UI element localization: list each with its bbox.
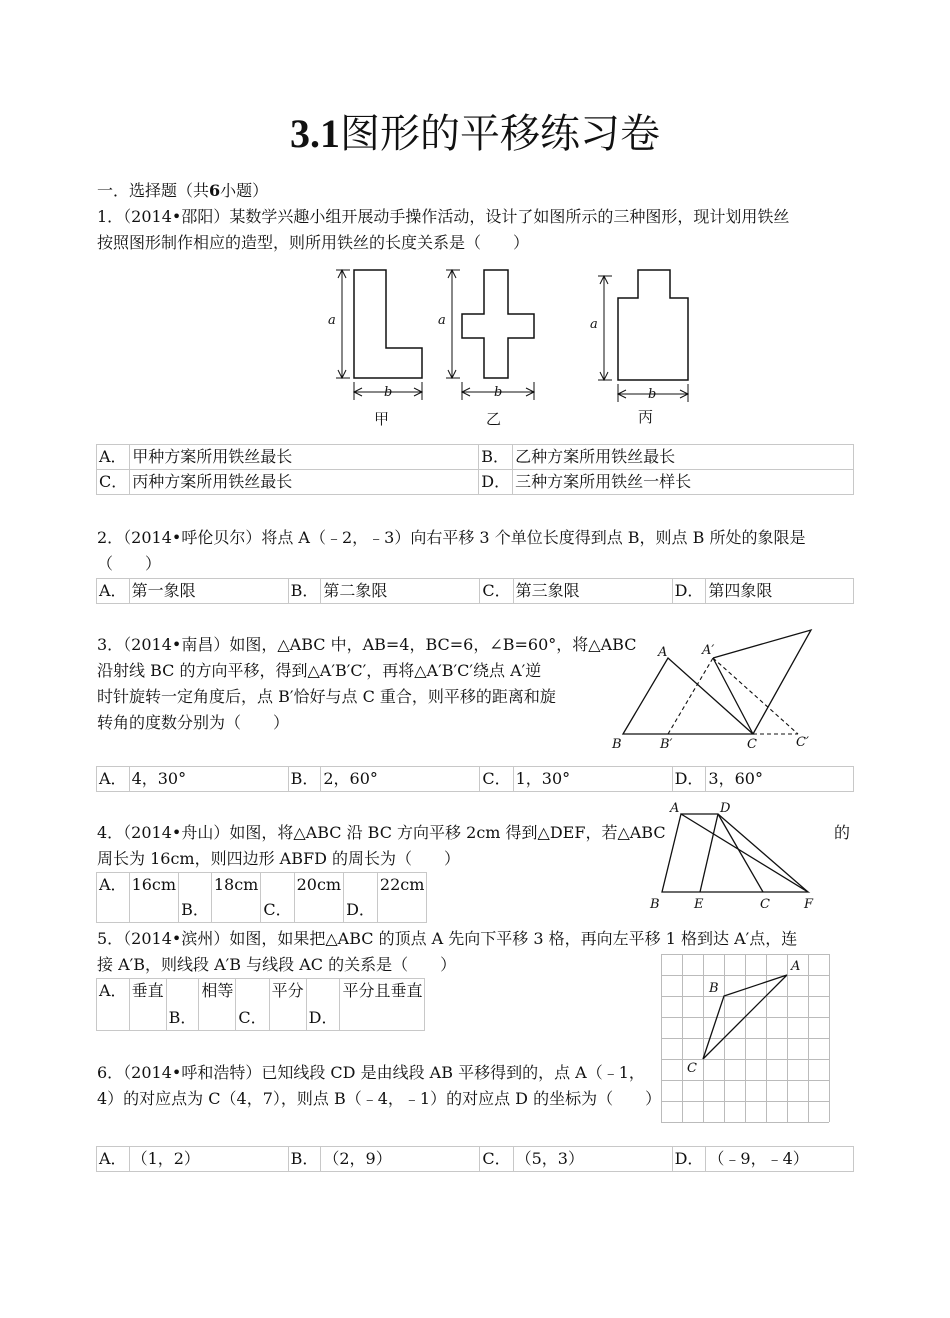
label-b-1: b <box>384 385 393 400</box>
shape-yi <box>462 270 534 378</box>
q1-opt-a-key[interactable]: A． <box>97 445 130 470</box>
q3-label-b1: B′ <box>660 737 673 752</box>
q5-label-b: B <box>709 981 719 996</box>
section-suffix: 小题） <box>220 181 269 200</box>
q4-label-d: D <box>720 801 731 816</box>
q6-opt-c[interactable]: （5，3） <box>513 1147 672 1172</box>
q3-opt-b-key[interactable]: B． <box>288 767 321 792</box>
q4-label-e: E <box>694 897 704 912</box>
q4-line-1-tail: 的 <box>834 823 851 842</box>
q1-options <box>96 444 854 495</box>
q3-line-4: 转角的度数分别为（ ） <box>97 713 290 732</box>
q4-label-f: F <box>804 897 814 912</box>
q4-line-1: 4．（2014•舟山）如图，将△ABC 沿 BC 方向平移 2cm 得到△DEF，若△ABC <box>97 823 666 842</box>
q5-line-1: 5．（2014•滨州）如图，如果把△ABC 的顶点 A 先向下平移 3 格，再向左平移 1 格到达 A′点，连 <box>97 929 798 948</box>
q6-opt-b-key[interactable]: B． <box>288 1147 321 1172</box>
page-title <box>0 112 950 156</box>
q2-opt-c-key[interactable]: C． <box>480 579 513 604</box>
q6-line-1: 6．（2014•呼和浩特）已知线段 CD 是由线段 AB 平移得到的，点 A（﹣1， <box>97 1063 645 1082</box>
section-count: 6 <box>209 181 221 200</box>
caption-jia: 甲 <box>374 410 390 428</box>
q6-opt-d-key[interactable]: D． <box>672 1147 706 1172</box>
q3-line-2: 沿射线 BC 的方向平移，得到△A′B′C′，再将△A′B′C′绕点 A′逆 <box>97 661 542 680</box>
q4-opt-b[interactable]: 18cm <box>211 873 261 923</box>
q2-opt-d[interactable]: 第四象限 <box>706 579 854 604</box>
q4-opt-b-key[interactable]: B． <box>179 873 212 923</box>
shape-jia <box>354 270 422 378</box>
q5-label-a: A <box>791 959 801 974</box>
caption-bing: 丙 <box>638 408 654 426</box>
label-b-2: b <box>494 385 503 400</box>
q3-line-1: 3．（2014•南昌）如图，△ABC 中，AB=4，BC=6，∠B=60°，将△ABC <box>97 635 637 654</box>
q4-line-2: 周长为 16cm，则四边形 ABFD 的周长为（ ） <box>97 849 460 868</box>
q3-label-c: C <box>747 737 757 752</box>
q5-options <box>96 978 425 1031</box>
q6-line-2: 4）的对应点为 C（4，7），则点 B（﹣4，﹣1）的对应点 D 的坐标为（ ） <box>97 1089 662 1108</box>
q4-opt-d-key[interactable]: D． <box>344 873 378 923</box>
q6-opt-c-key[interactable]: C． <box>480 1147 513 1172</box>
q1-opt-d[interactable]: 三种方案所用铁丝一样长 <box>513 470 854 495</box>
q3-options <box>96 766 854 792</box>
q2-opt-c[interactable]: 第三象限 <box>513 579 672 604</box>
section-prefix: 一．选择题（共 <box>97 181 210 200</box>
q1-line-2: 按照图形制作相应的造型，则所用铁丝的长度关系是（ ） <box>97 233 530 252</box>
q2-opt-a[interactable]: 第一象限 <box>129 579 288 604</box>
q6-opt-a[interactable]: （1，2） <box>129 1147 288 1172</box>
q2-opt-d-key[interactable]: D． <box>672 579 706 604</box>
q4-opt-c-key[interactable]: C． <box>261 873 294 923</box>
q5-opt-b-key[interactable]: B． <box>166 979 199 1031</box>
q4-opt-c[interactable]: 20cm <box>294 873 344 923</box>
q4-opt-a-key[interactable]: A． <box>97 873 130 923</box>
q3-figure <box>608 624 838 754</box>
q1-opt-b[interactable]: 乙种方案所用铁丝最长 <box>513 445 854 470</box>
q1-opt-d-key[interactable]: D． <box>479 470 513 495</box>
label-a-2: a <box>438 313 446 328</box>
q3-label-b: B <box>612 737 622 752</box>
q6-options <box>96 1146 854 1172</box>
q2-opt-b-key[interactable]: B． <box>288 579 321 604</box>
title-text: 图形的平移练习卷 <box>340 111 660 157</box>
q2-opt-b[interactable]: 第二象限 <box>321 579 480 604</box>
q3-label-a: A <box>658 645 668 660</box>
q3-line-3: 时针旋转一定角度后，点 B′恰好与点 C 重合，则平移的距离和旋 <box>97 687 556 706</box>
q4-label-a: A <box>670 801 680 816</box>
label-a-1: a <box>328 313 336 328</box>
q5-line-2: 接 A′B，则线段 A′B 与线段 AC 的关系是（ ） <box>97 955 457 974</box>
q5-label-c: C <box>687 1061 697 1076</box>
section-header <box>97 178 268 204</box>
q5-opt-a[interactable]: 垂直 <box>129 979 166 1031</box>
q6-opt-d[interactable]: （﹣9，﹣4） <box>706 1147 854 1172</box>
q2-line-1: 2．（2014•呼伦贝尔）将点 A（﹣2，﹣3）向右平移 3 个单位长度得到点 B，则点 B 所处的象限是 <box>97 528 806 547</box>
q5-opt-d-key[interactable]: D． <box>306 979 340 1031</box>
q1-line-1: 1．（2014•邵阳）某数学兴趣小组开展动手操作活动，设计了如图所示的三种图形，现计划用铁丝 <box>97 207 790 226</box>
q1-opt-b-key[interactable]: B． <box>479 445 513 470</box>
q4-opt-a[interactable]: 16cm <box>129 873 179 923</box>
q4-label-b: B <box>650 897 660 912</box>
q1-opt-a[interactable]: 甲种方案所用铁丝最长 <box>130 445 479 470</box>
shape-bing <box>618 270 688 380</box>
q5-opt-b[interactable]: 相等 <box>199 979 236 1031</box>
q4-options <box>96 872 427 923</box>
q5-opt-a-key[interactable]: A． <box>97 979 130 1031</box>
q3-opt-d-key[interactable]: D． <box>672 767 706 792</box>
q5-opt-d[interactable]: 平分且垂直 <box>340 979 425 1031</box>
label-a-3: a <box>590 317 598 332</box>
q6-opt-b[interactable]: （2，9） <box>321 1147 480 1172</box>
q3-opt-d[interactable]: 3，60° <box>706 767 854 792</box>
q2-options <box>96 578 854 604</box>
q2-line-2: （ ） <box>97 554 162 573</box>
label-b-3: b <box>648 387 657 402</box>
q5-opt-c[interactable]: 平分 <box>269 979 306 1031</box>
q3-label-c1: C′ <box>796 735 809 750</box>
q3-opt-a[interactable]: 4，30° <box>129 767 288 792</box>
q1-figure <box>320 262 700 432</box>
q4-figure <box>648 798 828 914</box>
q3-opt-c-key[interactable]: C． <box>480 767 513 792</box>
q5-opt-c-key[interactable]: C． <box>236 979 269 1031</box>
q3-opt-c[interactable]: 1，30° <box>513 767 672 792</box>
q3-opt-b[interactable]: 2，60° <box>321 767 480 792</box>
title-number: 3.1 <box>290 111 340 156</box>
q2-opt-a-key[interactable]: A． <box>97 579 130 604</box>
q1-opt-c[interactable]: 丙种方案所用铁丝最长 <box>130 470 479 495</box>
q3-label-a1: A′ <box>702 643 715 658</box>
caption-yi: 乙 <box>486 410 502 428</box>
q4-label-c: C <box>760 897 770 912</box>
q1-opt-c-key[interactable]: C． <box>97 470 130 495</box>
q5-grid-figure <box>661 954 831 1124</box>
q6-opt-a-key[interactable]: A． <box>97 1147 130 1172</box>
q3-opt-a-key[interactable]: A． <box>97 767 130 792</box>
q4-opt-d[interactable]: 22cm <box>377 873 427 923</box>
